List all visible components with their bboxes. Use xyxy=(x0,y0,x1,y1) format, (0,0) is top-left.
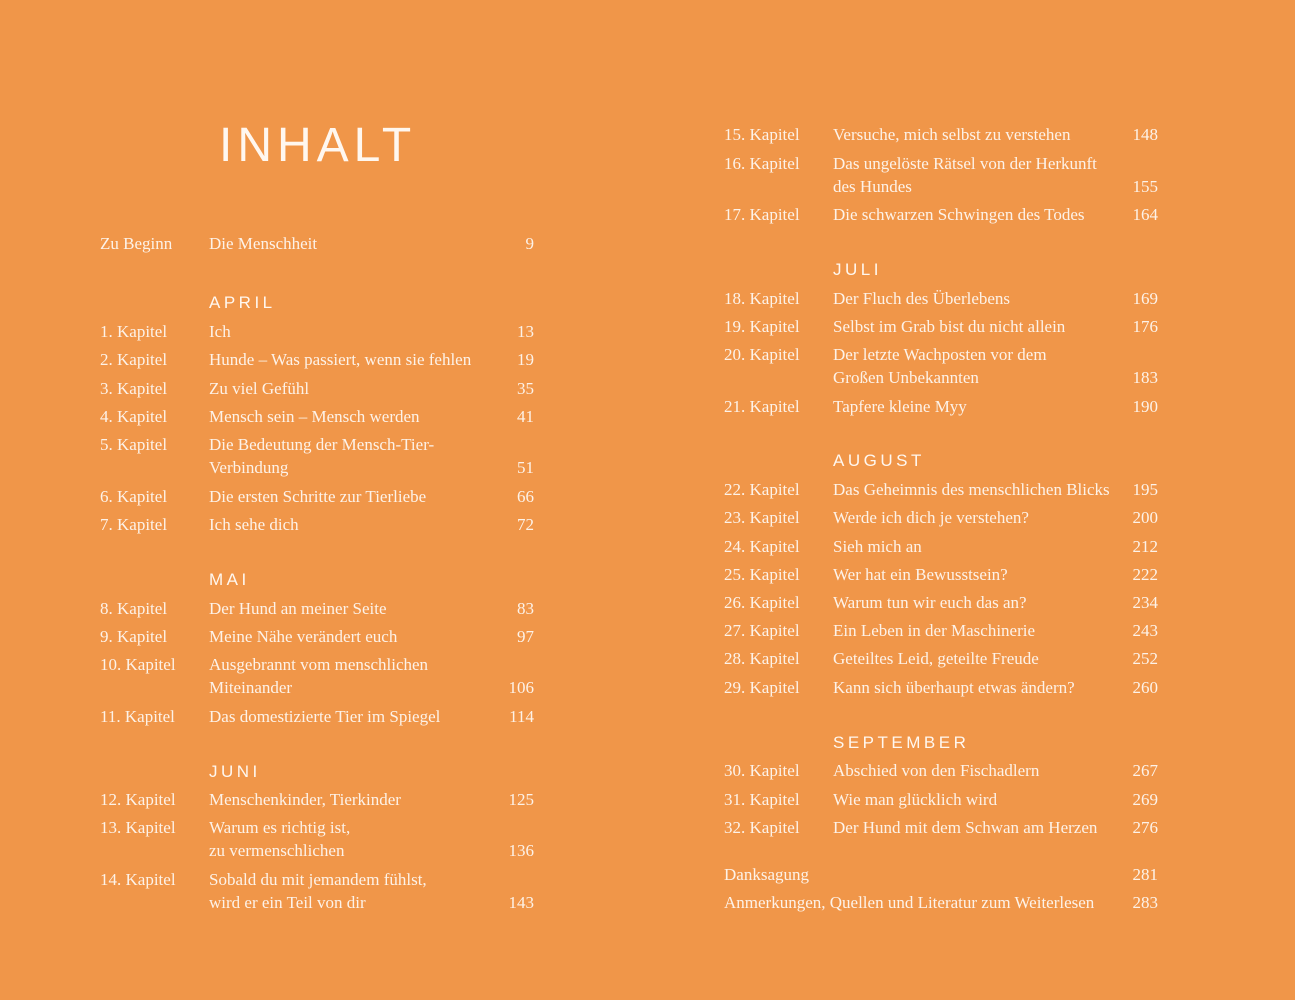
chapter-title: Warum es richtig ist, xyxy=(209,818,351,837)
page-number: 114 xyxy=(509,707,534,726)
chapter-title: Sobald du mit jemandem fühlst, xyxy=(209,870,427,889)
toc-entry[interactable] xyxy=(100,405,534,428)
page-number: 200 xyxy=(1132,508,1158,527)
chapter-label: 8. Kapitel xyxy=(100,599,168,618)
chapter-label: 3. Kapitel xyxy=(100,379,168,398)
page-number: 13 xyxy=(517,322,534,341)
chapter-title: Das domestizierte Tier im Spiegel xyxy=(209,707,441,726)
chapter-title: Abschied von den Fischadlern xyxy=(833,761,1040,780)
page-number: 169 xyxy=(1132,289,1158,308)
chapter-label: 9. Kapitel xyxy=(100,627,168,646)
toc-entry[interactable] xyxy=(724,535,1158,558)
toc-entry[interactable] xyxy=(724,315,1158,338)
chapter-title: Wer hat ein Bewusstsein? xyxy=(833,565,1008,584)
toc-entry[interactable] xyxy=(724,816,1158,839)
toc-entry[interactable] xyxy=(724,478,1158,501)
chapter-title: Das Geheimnis des menschlichen Blicks xyxy=(833,480,1110,499)
toc-entry[interactable] xyxy=(100,485,534,508)
chapter-label: 18. Kapitel xyxy=(724,289,800,308)
chapter-title: Ausgebrannt vom menschlichen xyxy=(209,655,429,674)
month-heading: JULI xyxy=(833,260,882,279)
toc-entry[interactable] xyxy=(724,287,1158,310)
chapter-label: 24. Kapitel xyxy=(724,537,800,556)
toc-entry[interactable] xyxy=(100,816,534,862)
toc-entry[interactable] xyxy=(724,152,1158,198)
page-number: 125 xyxy=(508,790,534,809)
chapter-title: Verbindung xyxy=(209,458,289,477)
chapter-label: 32. Kapitel xyxy=(724,818,800,837)
chapter-title: Das ungelöste Rätsel von der Herkunft xyxy=(833,154,1097,173)
toc-entry[interactable] xyxy=(724,591,1158,614)
month-heading: MAI xyxy=(209,570,250,589)
chapter-title: wird er ein Teil von dir xyxy=(209,893,366,912)
page-number: 164 xyxy=(1132,205,1158,224)
chapter-title: Versuche, mich selbst zu verstehen xyxy=(833,125,1071,144)
toc-entry[interactable] xyxy=(100,868,534,914)
chapter-title: Die Menschheit xyxy=(209,234,318,253)
page-number: 281 xyxy=(1132,865,1158,884)
toc-entry[interactable] xyxy=(100,597,534,620)
chapter-label: 14. Kapitel xyxy=(100,870,176,889)
toc-entry[interactable] xyxy=(724,863,1158,886)
page-number: 106 xyxy=(508,678,534,697)
toc-entry[interactable] xyxy=(100,348,534,371)
chapter-label: 12. Kapitel xyxy=(100,790,176,809)
page-number: 136 xyxy=(508,841,534,860)
page-number: 66 xyxy=(517,487,534,506)
chapter-title: Die ersten Schritte zur Tierliebe xyxy=(209,487,427,506)
chapter-title: Der Hund mit dem Schwan am Herzen xyxy=(833,818,1098,837)
page-number: 269 xyxy=(1132,790,1158,809)
page-number: 260 xyxy=(1132,678,1158,697)
chapter-title: Miteinander xyxy=(209,678,293,697)
page-number: 243 xyxy=(1132,621,1158,640)
chapter-title: Danksagung xyxy=(724,865,809,884)
chapter-title: Der Hund an meiner Seite xyxy=(209,599,387,618)
page-number: 176 xyxy=(1132,317,1158,336)
page-number: 143 xyxy=(508,893,534,912)
chapter-title: Mensch sein – Mensch werden xyxy=(209,407,420,426)
chapter-label: 26. Kapitel xyxy=(724,593,800,612)
page-number: 252 xyxy=(1132,649,1158,668)
page-number: 41 xyxy=(517,407,534,426)
page-number: 35 xyxy=(517,379,534,398)
page-number: 222 xyxy=(1132,565,1158,584)
page-number: 195 xyxy=(1132,480,1158,499)
chapter-title: Der Fluch des Überlebens xyxy=(833,289,1011,308)
chapter-label: 13. Kapitel xyxy=(100,818,176,837)
page-number: 267 xyxy=(1132,761,1158,780)
page-number: 97 xyxy=(517,627,534,646)
chapter-title: Geteiltes Leid, geteilte Freude xyxy=(833,649,1039,668)
toc-entry[interactable] xyxy=(724,676,1158,699)
page-number: 51 xyxy=(517,458,534,477)
page-number: 148 xyxy=(1132,125,1158,144)
chapter-title: Ich sehe dich xyxy=(209,515,299,534)
chapter-title: Die schwarzen Schwingen des Todes xyxy=(833,205,1085,224)
chapter-title: Zu viel Gefühl xyxy=(209,379,310,398)
toc-entry[interactable] xyxy=(724,788,1158,811)
chapter-label: Zu Beginn xyxy=(100,234,173,253)
page-number: 283 xyxy=(1132,893,1158,912)
chapter-label: 7. Kapitel xyxy=(100,515,168,534)
page-number: 183 xyxy=(1132,368,1158,387)
month-heading: AUGUST xyxy=(833,451,925,470)
chapter-label: 2. Kapitel xyxy=(100,350,168,369)
toc-entry[interactable] xyxy=(100,377,534,400)
chapter-title: Selbst im Grab bist du nicht allein xyxy=(833,317,1066,336)
month-heading: APRIL xyxy=(209,293,276,312)
chapter-title: Großen Unbekannten xyxy=(833,368,979,387)
toc-entry[interactable] xyxy=(100,625,534,648)
toc-entry[interactable] xyxy=(724,343,1158,389)
toc-entry[interactable] xyxy=(724,123,1158,146)
chapter-title: Sieh mich an xyxy=(833,537,922,556)
chapter-label: 25. Kapitel xyxy=(724,565,800,584)
chapter-label: 21. Kapitel xyxy=(724,397,800,416)
toc-entry[interactable] xyxy=(724,506,1158,529)
chapter-label: 20. Kapitel xyxy=(724,345,800,364)
chapter-title: Die Bedeutung der Mensch-Tier- xyxy=(209,435,435,454)
chapter-label: 23. Kapitel xyxy=(724,508,800,527)
page-number: 83 xyxy=(517,599,534,618)
page-number: 190 xyxy=(1132,397,1158,416)
chapter-title: zu vermenschlichen xyxy=(209,841,345,860)
chapter-label: 28. Kapitel xyxy=(724,649,800,668)
chapter-title: Werde ich dich je verstehen? xyxy=(833,508,1029,527)
chapter-title: Hunde – Was passiert, wenn sie fehlen xyxy=(209,350,472,369)
page-number: 155 xyxy=(1132,177,1158,196)
chapter-title: Meine Nähe verändert euch xyxy=(209,627,398,646)
toc-entry[interactable] xyxy=(100,653,534,699)
toc-entry[interactable] xyxy=(100,320,534,343)
chapter-label: 19. Kapitel xyxy=(724,317,800,336)
chapter-label: 5. Kapitel xyxy=(100,435,168,454)
chapter-title: Warum tun wir euch das an? xyxy=(833,593,1027,612)
month-heading: JUNI xyxy=(209,762,261,781)
toc-entry[interactable] xyxy=(100,232,534,255)
chapter-label: 4. Kapitel xyxy=(100,407,168,426)
toc-entry[interactable] xyxy=(724,619,1158,642)
chapter-label: 10. Kapitel xyxy=(100,655,176,674)
chapter-label: 16. Kapitel xyxy=(724,154,800,173)
toc-entry[interactable] xyxy=(724,395,1158,418)
chapter-label: 15. Kapitel xyxy=(724,125,800,144)
page-number: 234 xyxy=(1132,593,1158,612)
chapter-label: 17. Kapitel xyxy=(724,205,800,224)
chapter-title: Menschenkinder, Tierkinder xyxy=(209,790,401,809)
chapter-title: Wie man glücklich wird xyxy=(833,790,998,809)
page-number: 9 xyxy=(525,234,534,253)
chapter-title: Der letzte Wachposten vor dem xyxy=(833,345,1047,364)
chapter-label: 22. Kapitel xyxy=(724,480,800,499)
toc-entry[interactable] xyxy=(724,759,1158,782)
chapter-title: des Hundes xyxy=(833,177,912,196)
chapter-title: Ein Leben in der Maschinerie xyxy=(833,621,1036,640)
toc-entry[interactable] xyxy=(724,203,1158,226)
page-title: INHALT xyxy=(219,119,417,172)
chapter-label: 29. Kapitel xyxy=(724,678,800,697)
chapter-label: 27. Kapitel xyxy=(724,621,800,640)
toc-entry[interactable] xyxy=(100,513,534,536)
toc-entry[interactable] xyxy=(100,433,534,479)
chapter-label: 30. Kapitel xyxy=(724,761,800,780)
toc-entry[interactable] xyxy=(100,788,534,811)
toc-entry[interactable] xyxy=(724,563,1158,586)
page-number: 72 xyxy=(517,515,534,534)
page-number: 276 xyxy=(1132,818,1158,837)
toc-entry[interactable] xyxy=(724,891,1158,914)
chapter-label: 1. Kapitel xyxy=(100,322,168,341)
chapter-title: Anmerkungen, Quellen und Literatur zum Weiterlesen xyxy=(724,893,1095,912)
chapter-title: Ich xyxy=(209,322,231,341)
chapter-title: Tapfere kleine Myy xyxy=(833,397,967,416)
chapter-label: 31. Kapitel xyxy=(724,790,800,809)
chapter-title: Kann sich überhaupt etwas ändern? xyxy=(833,678,1075,697)
page-number: 212 xyxy=(1132,537,1158,556)
chapter-label: 6. Kapitel xyxy=(100,487,168,506)
toc-entry[interactable] xyxy=(724,647,1158,670)
month-heading: SEPTEMBER xyxy=(833,733,970,752)
page-number: 19 xyxy=(517,350,534,369)
toc-entry[interactable] xyxy=(100,705,534,728)
chapter-label: 11. Kapitel xyxy=(100,707,175,726)
